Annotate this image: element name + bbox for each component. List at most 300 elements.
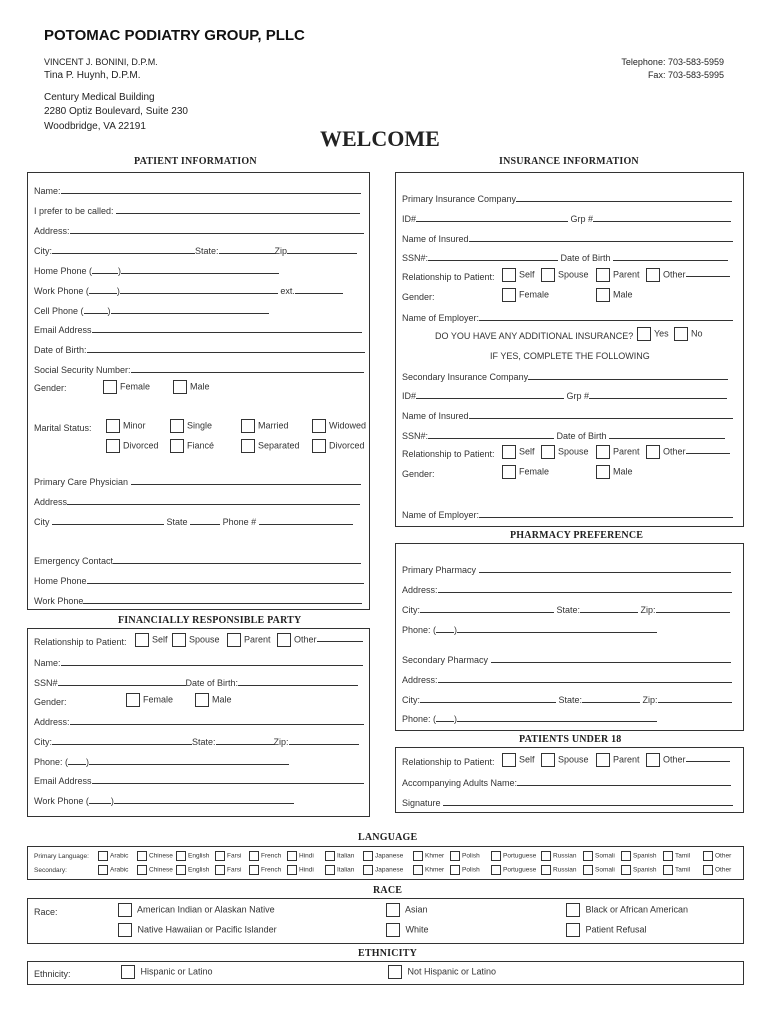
race-opt2-label: Asian (405, 904, 428, 915)
ins2-employer-field[interactable] (479, 509, 733, 518)
financial-title: FINANCIALLY RESPONSIBLE PARTY (118, 615, 302, 626)
ins-id-field[interactable] (416, 213, 568, 222)
language-option-label: Farsi (227, 866, 242, 874)
em-work-field[interactable] (83, 595, 362, 604)
pharm2-city-label: City: (402, 695, 420, 705)
fin-phone-field[interactable] (89, 756, 289, 765)
language-option-label: Japanese (375, 866, 404, 874)
language-checkbox[interactable] (663, 865, 673, 875)
language-checkbox[interactable] (287, 851, 297, 861)
fin-parent-checkbox[interactable] (227, 633, 241, 647)
if-yes-label: IF YES, COMPLETE THE FOLLOWING (490, 351, 650, 361)
ins-employer-field[interactable] (479, 312, 733, 321)
ins-parent-checkbox[interactable] (596, 268, 610, 282)
ins2-self-label: Self (519, 446, 535, 457)
separated-checkbox[interactable] (241, 439, 255, 453)
practice-name: POTOMAC PODIATRY GROUP, PLLC (44, 27, 305, 44)
language-option-label: Chinese (149, 866, 173, 874)
language-option[interactable] (539, 865, 581, 875)
language-checkbox[interactable] (703, 865, 713, 875)
language-checkbox[interactable] (583, 865, 593, 875)
widowed-label: Widowed (329, 420, 367, 431)
additional-no-label: No (691, 328, 703, 339)
race-opt6-label: Patient Refusal (585, 924, 647, 935)
u18-relationship-label: Relationship to Patient: (402, 757, 495, 767)
ssn-label: Social Security Number: (34, 365, 131, 375)
language-option-label: Khmer (425, 866, 445, 874)
cell-phone-area[interactable] (84, 305, 108, 314)
ins-parent-label: Parent (613, 269, 640, 280)
fin-work-phone-label: Work Phone ( (34, 796, 89, 806)
cell-phone-field[interactable] (111, 305, 269, 314)
emergency-label: Emergency Contact (34, 556, 114, 566)
additional-no-checkbox[interactable] (674, 327, 688, 341)
pcp-phone-field[interactable] (259, 516, 353, 525)
race-asian-checkbox[interactable] (386, 903, 400, 917)
language-option[interactable] (247, 865, 285, 875)
ethnicity-opt2-label: Not Hispanic or Latino (407, 966, 497, 977)
fin-email-label: Email Address (34, 776, 92, 786)
fin-city-label: City: (34, 737, 52, 747)
fin-spouse-label: Spouse (189, 634, 220, 645)
ins2-employer-label: Name of Employer: (402, 510, 480, 520)
language-option-label: Japanese (375, 852, 404, 860)
u18-spouse-checkbox[interactable] (541, 753, 555, 767)
ins-id-label: ID# (402, 214, 417, 224)
address-field[interactable] (70, 225, 364, 234)
fin-dob-label: Date of Birth: (185, 678, 239, 688)
language-option-label: Italian (337, 852, 355, 860)
pcp-field[interactable] (131, 476, 361, 485)
email-field[interactable] (92, 324, 362, 333)
pharm2-address-field[interactable] (438, 674, 732, 683)
fin-name-label: Name: (34, 658, 61, 668)
language-option[interactable] (581, 865, 619, 875)
pcp-label: Primary Care Physician (34, 477, 129, 487)
single-label: Single (187, 420, 213, 431)
ins2-self-checkbox[interactable] (502, 445, 516, 459)
u18-self-checkbox[interactable] (502, 753, 516, 767)
pharm2-city-field[interactable] (420, 694, 556, 703)
language-option[interactable] (323, 851, 361, 861)
language-checkbox[interactable] (325, 865, 335, 875)
em-home-label: Home Phone (34, 576, 87, 586)
marital-label: Marital Status: (34, 423, 92, 433)
ins-spouse-label: Spouse (558, 269, 589, 280)
ins2-insured-label: Name of Insured (402, 411, 469, 421)
pharm1-address-label: Address: (402, 585, 438, 595)
em-home-field[interactable] (87, 575, 364, 584)
pharm2-phone-area[interactable] (436, 713, 454, 722)
language-option[interactable] (701, 865, 735, 875)
race-refusal-checkbox[interactable] (566, 923, 580, 937)
language-option-label: Somali (595, 866, 615, 874)
work-phone-label: Work Phone ( (34, 286, 89, 296)
fin-work-phone-area[interactable] (89, 795, 111, 804)
minor-checkbox[interactable] (106, 419, 120, 433)
ins-other-checkbox[interactable] (646, 268, 660, 282)
male-checkbox[interactable] (173, 380, 187, 394)
fin-state-field[interactable] (216, 736, 274, 745)
race-white-checkbox[interactable] (386, 923, 400, 937)
language-checkbox[interactable] (98, 865, 108, 875)
language-option[interactable] (661, 851, 701, 861)
pcp-address-field[interactable] (67, 496, 360, 505)
pharm1-address-field[interactable] (438, 584, 732, 593)
ins-spouse-checkbox[interactable] (541, 268, 555, 282)
ins-self-checkbox[interactable] (502, 268, 516, 282)
ethnicity-title: ETHNICITY (358, 948, 418, 959)
pharm2-phone-field[interactable] (457, 713, 657, 722)
language-option-label: Polish (462, 852, 480, 860)
language-option[interactable] (701, 851, 735, 861)
language-option-label: Chinese (149, 852, 173, 860)
practice-telephone: Telephone: 703-583-5959 (621, 57, 724, 67)
ins-relationship-label: Relationship to Patient: (402, 272, 495, 282)
female-checkbox[interactable] (103, 380, 117, 394)
ins2-id-label: ID# (402, 391, 417, 401)
ins2-ssn-label: SSN#: (402, 431, 429, 441)
language-option[interactable] (96, 851, 135, 861)
fin-city-field[interactable] (52, 736, 192, 745)
pharm1-city-label: City: (402, 605, 420, 615)
ins-male-label: Male (613, 289, 633, 300)
ins2-parent-checkbox[interactable] (596, 445, 610, 459)
ins-employer-label: Name of Employer: (402, 313, 480, 323)
ext-field[interactable] (295, 285, 343, 294)
ins2-id-field[interactable] (416, 390, 564, 399)
language-option[interactable] (489, 865, 539, 875)
zip-label: Zip (274, 246, 288, 256)
language-option[interactable] (581, 851, 619, 861)
fin-self-checkbox[interactable] (135, 633, 149, 647)
language-option[interactable] (135, 865, 174, 875)
language-option[interactable] (661, 865, 701, 875)
language-checkbox[interactable] (363, 851, 373, 861)
language-option-label: Hindi (299, 852, 314, 860)
fin-other-field[interactable] (317, 633, 363, 642)
language-option[interactable] (323, 865, 361, 875)
ins2-ssn-field[interactable] (428, 430, 554, 439)
divorced2-checkbox[interactable] (312, 439, 326, 453)
zip-field[interactable] (287, 245, 357, 254)
home-phone-area[interactable] (92, 265, 118, 274)
doctor-2: Tina P. Huynh, D.P.M. (44, 70, 141, 81)
ins2-dob-label: Date of Birth (556, 431, 607, 441)
language-checkbox[interactable] (621, 865, 631, 875)
race-native-american-checkbox[interactable] (118, 903, 132, 917)
secondary-language-label: Secondary: (34, 867, 67, 874)
language-checkbox[interactable] (703, 851, 713, 861)
pharm1-state-label: State: (556, 605, 581, 615)
language-checkbox[interactable] (450, 851, 460, 861)
fin-relationship-label: Relationship to Patient: (34, 637, 127, 647)
u18-other-field[interactable] (686, 753, 730, 762)
patient-name-field[interactable] (61, 185, 361, 194)
language-checkbox[interactable] (663, 851, 673, 861)
language-option[interactable] (96, 865, 135, 875)
primary-language-label: Primary Language: (34, 853, 89, 860)
language-option-label: Farsi (227, 852, 242, 860)
language-checkbox[interactable] (541, 865, 551, 875)
pharm2-label: Secondary Pharmacy (402, 655, 489, 665)
race-black-checkbox[interactable] (566, 903, 580, 917)
u18-parent-checkbox[interactable] (596, 753, 610, 767)
separated-label: Separated (258, 440, 300, 451)
u18-other-checkbox[interactable] (646, 753, 660, 767)
ins-male-checkbox[interactable] (596, 288, 610, 302)
ethnicity-hispanic-checkbox[interactable] (121, 965, 135, 979)
email-label: Email Address (34, 325, 92, 335)
ins-other-field[interactable] (686, 268, 730, 277)
work-phone-area[interactable] (89, 285, 117, 294)
fin-work-phone-field[interactable] (114, 795, 294, 804)
married-checkbox[interactable] (241, 419, 255, 433)
fiance-label: Fiancé (187, 440, 215, 451)
ins2-dob-field[interactable] (609, 430, 725, 439)
divorced-checkbox[interactable] (106, 439, 120, 453)
fin-female-label: Female (143, 694, 174, 705)
home-phone-field[interactable] (121, 265, 279, 274)
language-option-label: Portuguese (503, 866, 537, 874)
ext-label: ext. (280, 286, 295, 296)
fin-address-field[interactable] (70, 716, 364, 725)
gender-label: Gender: (34, 383, 67, 393)
language-option-label: Russian (553, 852, 577, 860)
language-checkbox[interactable] (583, 851, 593, 861)
ins2-other-checkbox[interactable] (646, 445, 660, 459)
language-option[interactable] (285, 865, 323, 875)
u18-signature-field[interactable] (443, 797, 733, 806)
language-option[interactable] (213, 865, 247, 875)
u18-adults-field[interactable] (517, 777, 731, 786)
additional-insurance-label: DO YOU HAVE ANY ADDITIONAL INSURANCE? (435, 331, 634, 341)
language-option-label: Other (715, 852, 732, 860)
fin-phone-area[interactable] (68, 756, 86, 765)
emergency-field[interactable] (113, 555, 361, 564)
u18-signature-label: Signature (402, 798, 441, 808)
language-checkbox[interactable] (325, 851, 335, 861)
practice-street: 2280 Optiz Boulevard, Suite 230 (44, 106, 188, 117)
language-checkbox[interactable] (491, 865, 501, 875)
fin-spouse-checkbox[interactable] (172, 633, 186, 647)
fin-ssn-field[interactable] (58, 677, 186, 686)
fin-other-label: Other (294, 634, 317, 645)
race-title: RACE (373, 885, 403, 896)
pharm2-phone-label: Phone: ( (402, 714, 437, 724)
patient-info-title: PATIENT INFORMATION (134, 156, 257, 167)
ins2-male-checkbox[interactable] (596, 465, 610, 479)
language-option-label: Tamil (675, 866, 691, 874)
pharm1-label: Primary Pharmacy (402, 565, 477, 575)
u18-other-label: Other (663, 754, 686, 765)
pharm2-field[interactable] (491, 654, 731, 663)
ins-ssn-field[interactable] (428, 252, 558, 261)
under18-title: PATIENTS UNDER 18 (519, 734, 622, 745)
ins2-other-field[interactable] (686, 445, 730, 454)
fin-other-checkbox[interactable] (277, 633, 291, 647)
language-option-label: Somali (595, 852, 615, 860)
ssn-field[interactable] (131, 364, 364, 373)
ethnicity-opt1-label: Hispanic or Latino (140, 966, 213, 977)
fin-male-label: Male (212, 694, 232, 705)
pharm1-phone-area[interactable] (436, 624, 454, 633)
divorced2-label: Divorced (329, 440, 365, 451)
ins2-spouse-checkbox[interactable] (541, 445, 555, 459)
pcp-city-field[interactable] (52, 516, 164, 525)
fin-self-label: Self (152, 634, 168, 645)
single-checkbox[interactable] (170, 419, 184, 433)
ins2-grp-label: Grp # (566, 391, 590, 401)
language-checkbox[interactable] (287, 865, 297, 875)
fin-male-checkbox[interactable] (195, 693, 209, 707)
language-checkbox[interactable] (413, 865, 423, 875)
minor-label: Minor (123, 420, 146, 431)
language-option[interactable] (174, 851, 213, 861)
practice-fax: Fax: 703-583-5995 (647, 70, 724, 80)
language-checkbox[interactable] (541, 851, 551, 861)
pharm1-state-field[interactable] (580, 604, 638, 613)
ins-female-checkbox[interactable] (502, 288, 516, 302)
city-field[interactable] (52, 245, 195, 254)
female-label: Female (120, 381, 151, 392)
language-checkbox[interactable] (249, 865, 259, 875)
dob-label: Date of Birth: (34, 345, 87, 355)
ins2-insured-field[interactable] (469, 410, 733, 419)
language-checkbox[interactable] (176, 851, 186, 861)
language-checkbox[interactable] (137, 865, 147, 875)
fiance-checkbox[interactable] (170, 439, 184, 453)
practice-city: Woodbridge, VA 22191 (44, 121, 146, 132)
ins2-female-label: Female (519, 466, 550, 477)
u18-adults-label: Accompanying Adults Name: (402, 778, 518, 788)
primary-language-options (96, 851, 735, 861)
pcp-state-field[interactable] (190, 516, 220, 525)
pharm1-zip-field[interactable] (656, 604, 730, 613)
widowed-checkbox[interactable] (312, 419, 326, 433)
pharm2-zip-field[interactable] (658, 694, 732, 703)
language-option[interactable] (448, 851, 489, 861)
state-field[interactable] (219, 245, 275, 254)
language-checkbox[interactable] (249, 851, 259, 861)
ins2-male-label: Male (613, 466, 633, 477)
language-option[interactable] (619, 851, 661, 861)
language-checkbox[interactable] (176, 865, 186, 875)
additional-yes-checkbox[interactable] (637, 327, 651, 341)
fin-female-checkbox[interactable] (126, 693, 140, 707)
fin-phone-label: Phone: ( (34, 757, 69, 767)
ethnicity-label: Ethnicity: (34, 969, 71, 979)
language-option[interactable] (489, 851, 539, 861)
language-option[interactable] (448, 865, 489, 875)
ins-secondary-field[interactable] (528, 371, 728, 380)
language-option[interactable] (213, 851, 247, 861)
language-option-label: English (188, 852, 210, 860)
language-option[interactable] (411, 865, 448, 875)
divorced-label: Divorced (123, 440, 159, 451)
pharm1-phone-field[interactable] (457, 624, 657, 633)
language-option[interactable] (619, 865, 661, 875)
insurance-box (395, 172, 744, 527)
language-option[interactable] (361, 851, 411, 861)
language-option[interactable] (361, 865, 411, 875)
fin-name-field[interactable] (61, 657, 363, 666)
u18-parent-label: Parent (613, 754, 640, 765)
welcome-title: WELCOME (320, 126, 440, 151)
race-pacific-checkbox[interactable] (118, 923, 132, 937)
fin-address-label: Address: (34, 717, 70, 727)
ins2-other-label: Other (663, 446, 686, 457)
language-checkbox[interactable] (215, 851, 225, 861)
language-checkbox[interactable] (621, 851, 631, 861)
fin-dob-field[interactable] (238, 677, 358, 686)
ins2-grp-field[interactable] (589, 390, 727, 399)
fin-parent-label: Parent (244, 634, 271, 645)
male-label: Male (190, 381, 210, 392)
language-checkbox[interactable] (363, 865, 373, 875)
language-checkbox[interactable] (450, 865, 460, 875)
ins-primary-field[interactable] (516, 193, 732, 202)
language-option-label: Portuguese (503, 852, 537, 860)
fin-zip-field[interactable] (289, 736, 359, 745)
ethnicity-not-hispanic-checkbox[interactable] (388, 965, 402, 979)
ins-female-label: Female (519, 289, 550, 300)
language-option[interactable] (174, 865, 213, 875)
ins-insured-field[interactable] (469, 233, 733, 242)
language-checkbox[interactable] (137, 851, 147, 861)
language-option[interactable] (539, 851, 581, 861)
em-work-label: Work Phone (34, 596, 84, 606)
ins2-relationship-label: Relationship to Patient: (402, 449, 495, 459)
address-label: Address: (34, 226, 70, 236)
race-opt3-label: Black or African American (585, 904, 689, 915)
language-checkbox[interactable] (413, 851, 423, 861)
language-option-label: Khmer (425, 852, 445, 860)
language-title: LANGUAGE (358, 832, 418, 843)
race-label: Race: (34, 907, 58, 917)
pharm2-state-field[interactable] (582, 694, 640, 703)
dob-field[interactable] (87, 344, 365, 353)
pharm1-field[interactable] (479, 564, 731, 573)
language-checkbox[interactable] (215, 865, 225, 875)
language-option[interactable] (411, 851, 448, 861)
preferred-name-field[interactable] (116, 205, 360, 214)
ins-self-label: Self (519, 269, 535, 280)
language-option-label: Arabic (110, 852, 129, 860)
work-phone-field[interactable] (120, 285, 278, 294)
pharm2-state-label: State: (558, 695, 583, 705)
pharm2-zip-label: Zip: (642, 695, 658, 705)
ins2-female-checkbox[interactable] (502, 465, 516, 479)
language-option-label: Other (715, 866, 732, 874)
language-checkbox[interactable] (98, 851, 108, 861)
race-opt4-label: Native Hawaiian or Pacific Islander (137, 924, 277, 935)
language-option-label: French (261, 852, 282, 860)
ins-dob-field[interactable] (613, 252, 728, 261)
language-option[interactable] (135, 851, 174, 861)
language-option[interactable] (247, 851, 285, 861)
u18-spouse-label: Spouse (558, 754, 589, 765)
language-option[interactable] (285, 851, 323, 861)
ins-secondary-label: Secondary Insurance Company (402, 372, 529, 382)
pcp-phone-label: Phone # (222, 517, 257, 527)
ins-insured-label: Name of Insured (402, 234, 469, 244)
ins-grp-field[interactable] (593, 213, 731, 222)
fin-email-field[interactable] (92, 775, 364, 784)
pharm1-city-field[interactable] (420, 604, 554, 613)
language-checkbox[interactable] (491, 851, 501, 861)
language-option-label: Spanish (633, 866, 657, 874)
